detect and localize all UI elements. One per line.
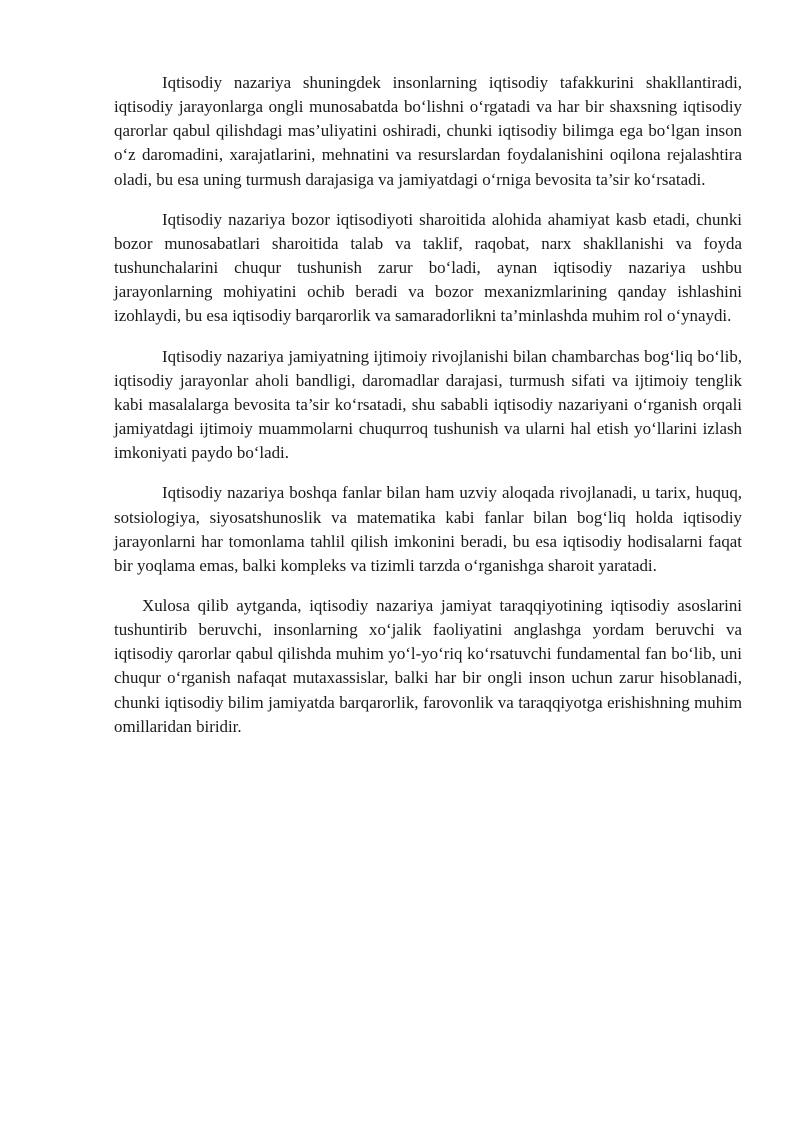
paragraph-interdisciplinary: Iqtisodiy nazariya boshqa fanlar bilan ham uzviy aloqada rivojlanadi, u tarix, huquq, sotsiologiya, siyosatshunoslik va matematika kabi fanlar bilan bog‘liq holda iqtisodiy jarayonlarni har tomonlama tahlil qilish imkonini beradi, bu esa iqtisodiy hodisalarni faqat bir yoqlama emas, balki kompleks va tizimli tarzda o‘rganishga sharoit yaratadi. (114, 483, 742, 575)
paragraph-economic-thinking: Iqtisodiy nazariya shuningdek insonlarning iqtisodiy tafakkurini shakllantiradi, iqtisodiy jarayonlarga ongli munosabatda bo‘lishni o‘rgatadi va har bir shaxsning iqtisodiy qarorlar qabul qilishdagi mas’uliyatini oshiradi, chunki iqtisodiy bilimga ega bo‘lgan inson o‘z daromadini, xarajatlarini, mehnatini va resurslardan foydalanishini oqilona rejalashtira oladi, bu esa uning turmush darajasiga va jamiyatdagi o‘rniga bevosita ta’sir ko‘rsatadi. (114, 73, 742, 189)
paragraph-social-development: Iqtisodiy nazariya jamiyatning ijtimoiy rivojlanishi bilan chambarchas bog‘liq bo‘lib, iqtisodiy jarayonlar aholi bandligi, daromadlar darajasi, turmush sifati va ijtimoiy tenglik kabi masalalarga bevosita ta’sir ko‘rsatadi, shu sababli iqtisodiy nazariyani o‘rganish orqali jamiyatdagi ijtimoiy muammolarni chuqurroq tushunish va ularni hal etish yo‘llarini izlash imkoniyati paydo bo‘ladi. (114, 346, 742, 463)
paragraph-conclusion: Xulosa qilib aytganda, iqtisodiy nazariya jamiyat taraqqiyotining iqtisodiy asoslarini tushuntirib beruvchi, insonlarning xo‘jalik faoliyatini anglashga yordam beruvchi va iqtisodiy qarorlar qabul qilishda muhim yo‘l-yo‘riq ko‘rsatuvchi fundamental fan bo‘lib, uni chuqur o‘rganish nafaqat mutaxassislar, balki har bir ongli inson uchun zarur hisoblanadi, chunki iqtisodiy bilim jamiyatda barqarorlik, farovonlik va taraqqiyotga erishishning muhim omillaridan biridir. (114, 595, 742, 736)
document-body (114, 71, 742, 755)
paragraph-market-economy: Iqtisodiy nazariya bozor iqtisodiyoti sharoitida alohida ahamiyat kasb etadi, chunki bozor munosabatlari sharoitida talab va taklif, raqobat, narx shakllanishi va foyda tushunchalarini chuqur tushunish zarur bo‘ladi, aynan iqtisodiy nazariya ushbu jarayonlarning mohiyatini ochib beradi va bozor mexanizmlarining qanday ishlashini izohlaydi, bu esa iqtisodiy barqarorlik va samaradorlikni ta’minlashda muhim rol o‘ynaydi. (114, 209, 742, 326)
